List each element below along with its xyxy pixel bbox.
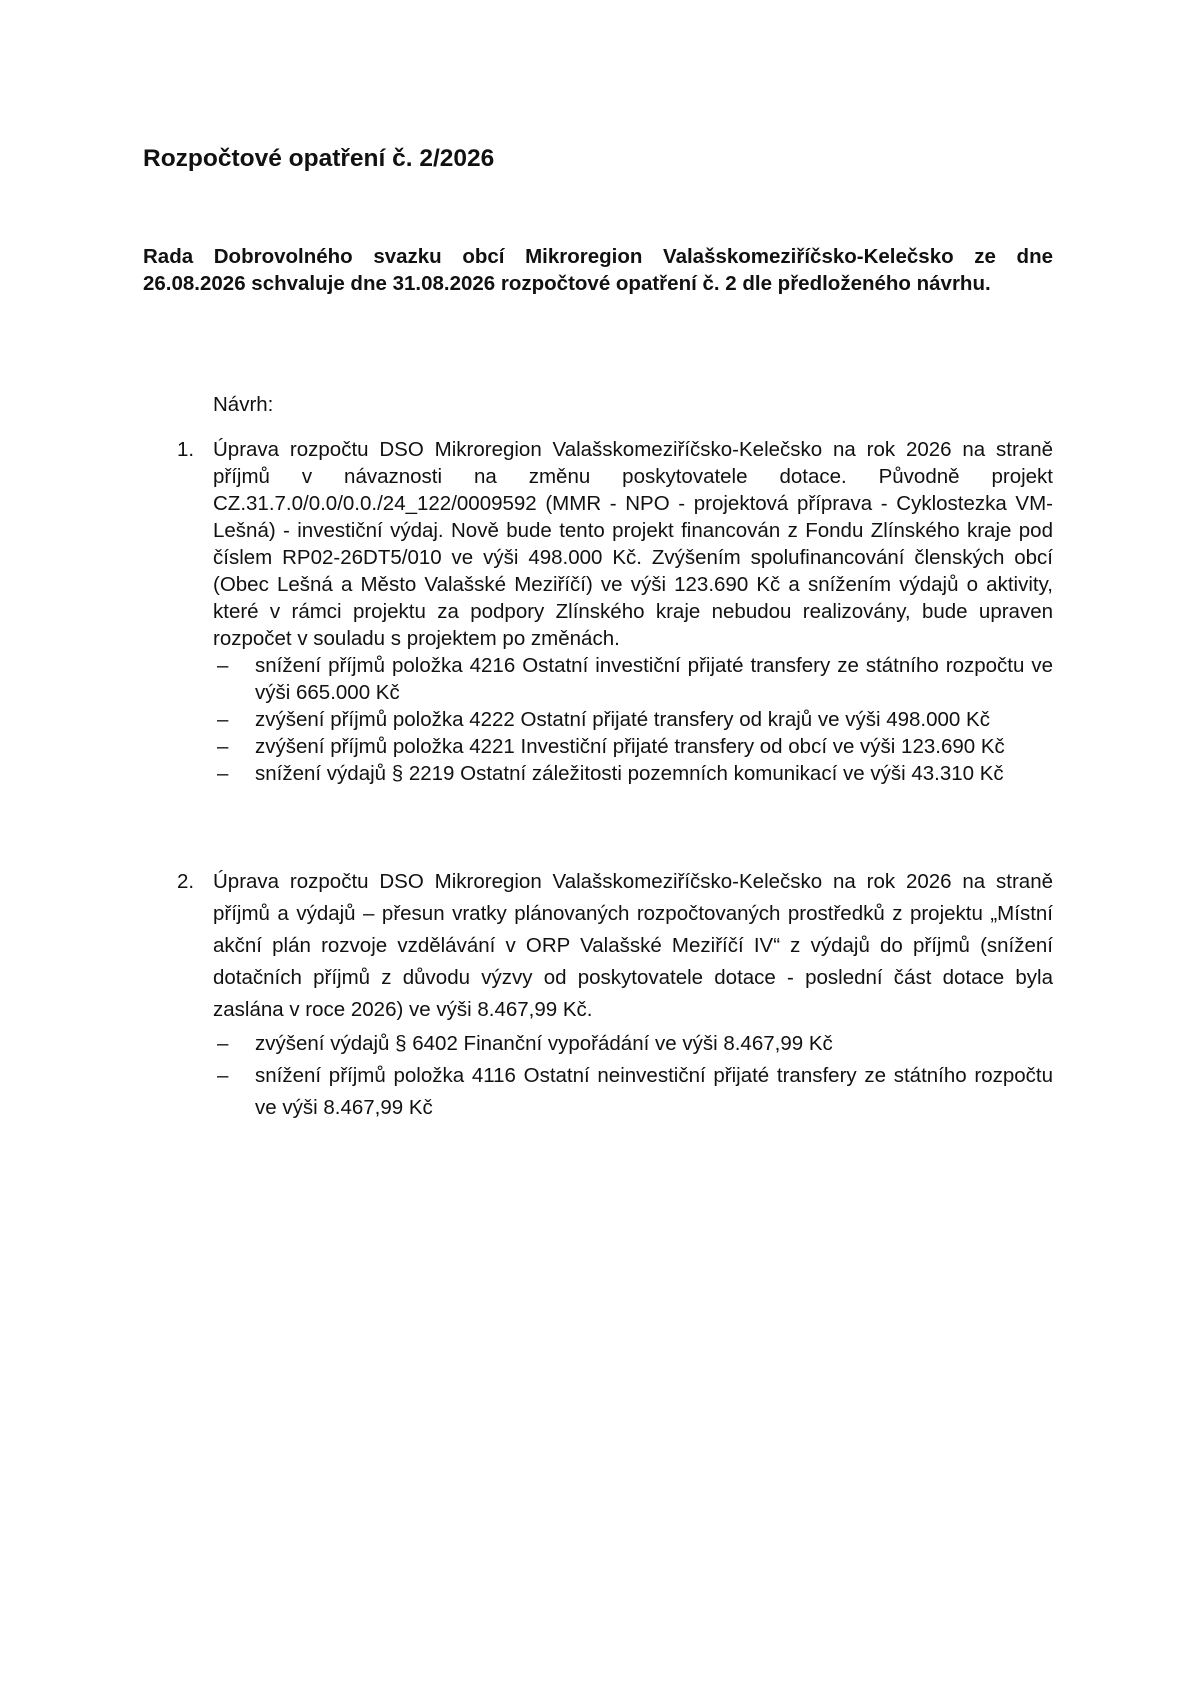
bullet-text: zvýšení příjmů položka 4221 Investiční přijaté transfery od obcí ve výši 123.690 Kč [255,735,1005,758]
bullet-dash: – [217,654,229,677]
document-title: Rozpočtové opatření č. 2/2026 [143,145,495,172]
bullet-text: snížení příjmů položka 4116 Ostatní neinvestiční přijaté transfery ze státního rozpočtu ve výši 8.467,99 Kč [255,1064,1053,1119]
bullet-text: zvýšení příjmů položka 4222 Ostatní přijaté transfery od krajů ve výši 498.000 Kč [255,708,990,731]
bullet-dash: – [217,708,229,731]
item-bullet-list [143,1028,1053,1124]
resolution-intro: Rada Dobrovolného svazku obcí Mikroregion Valašskomeziříčsko-Kelečsko ze dne 26.08.2026 schvaluje dne 31.08.2026 rozpočtové opatření č. 2 dle předloženého návrhu. [143,245,1053,295]
item-bullet-list [143,652,1053,787]
bullet-text: snížení příjmů položka 4216 Ostatní investiční přijaté transfery ze státního rozpočtu ve výši 665.000 Kč [255,654,1053,704]
bullet-item [217,733,1053,760]
bullet-dash: – [217,735,229,758]
bullet-dash: – [217,762,229,785]
bullet-item [217,760,1053,787]
bullet-text: snížení výdajů § 2219 Ostatní záležitosti pozemních komunikací ve výši 43.310 Kč [255,762,1004,785]
bullet-item [217,1028,1053,1060]
bullet-dash: – [217,1064,229,1087]
bullet-item [217,1060,1053,1124]
bullet-text: zvýšení výdajů § 6402 Finanční vypořádání ve výši 8.467,99 Kč [255,1032,833,1055]
bullet-dash: – [217,1032,229,1055]
proposal-label: Návrh: [213,393,274,416]
item-text: Úprava rozpočtu DSO Mikroregion Valašskomeziříčsko-Kelečsko na rok 2026 na straně příjmů a výdajů – přesun vratky plánovaných rozpočtovaných prostředků z projektu „Místní akční plán rozvoje vzdělávání v ORP Valašské Meziříčí IV“ z výdajů do příjmů (snížení dotačních příjmů z důvodu výzvy od poskytovatele dotace - poslední část dotace byla zaslána v roce 2026) ve výši 8.467,99 Kč. [213,870,1053,1021]
bullet-item [217,706,1053,733]
item-number: 1. [177,438,195,461]
item-text: Úprava rozpočtu DSO Mikroregion Valašskomeziříčsko-Kelečsko na rok 2026 na straně příjmů v návaznosti na změnu poskytovatele dotace. Původně projekt CZ.31.7.0/0.0/0.0./24_122/0009592 (MMR - NPO - projektová příprava - Cyklostezka VM-Lešná) - investiční výdaj. Nově bude tento projekt financován z Fondu Zlínského kraje pod číslem RP02-26DT5/010 ve výši 498.000 Kč. Zvýšením spolufinancování členských obcí (Obec Lešná a Město Valašské Meziříčí) ve výši 123.690 Kč a snížením výdajů o aktivity, které v rámci projektu za podpory Zlínského kraje nebudou realizovány, bude upraven rozpočet v souladu s projektem po změnách. [213,438,1053,650]
proposal-item-2 [143,866,1053,1124]
item-number: 2. [177,870,195,893]
proposal-item-1 [143,436,1053,787]
bullet-item [217,652,1053,706]
